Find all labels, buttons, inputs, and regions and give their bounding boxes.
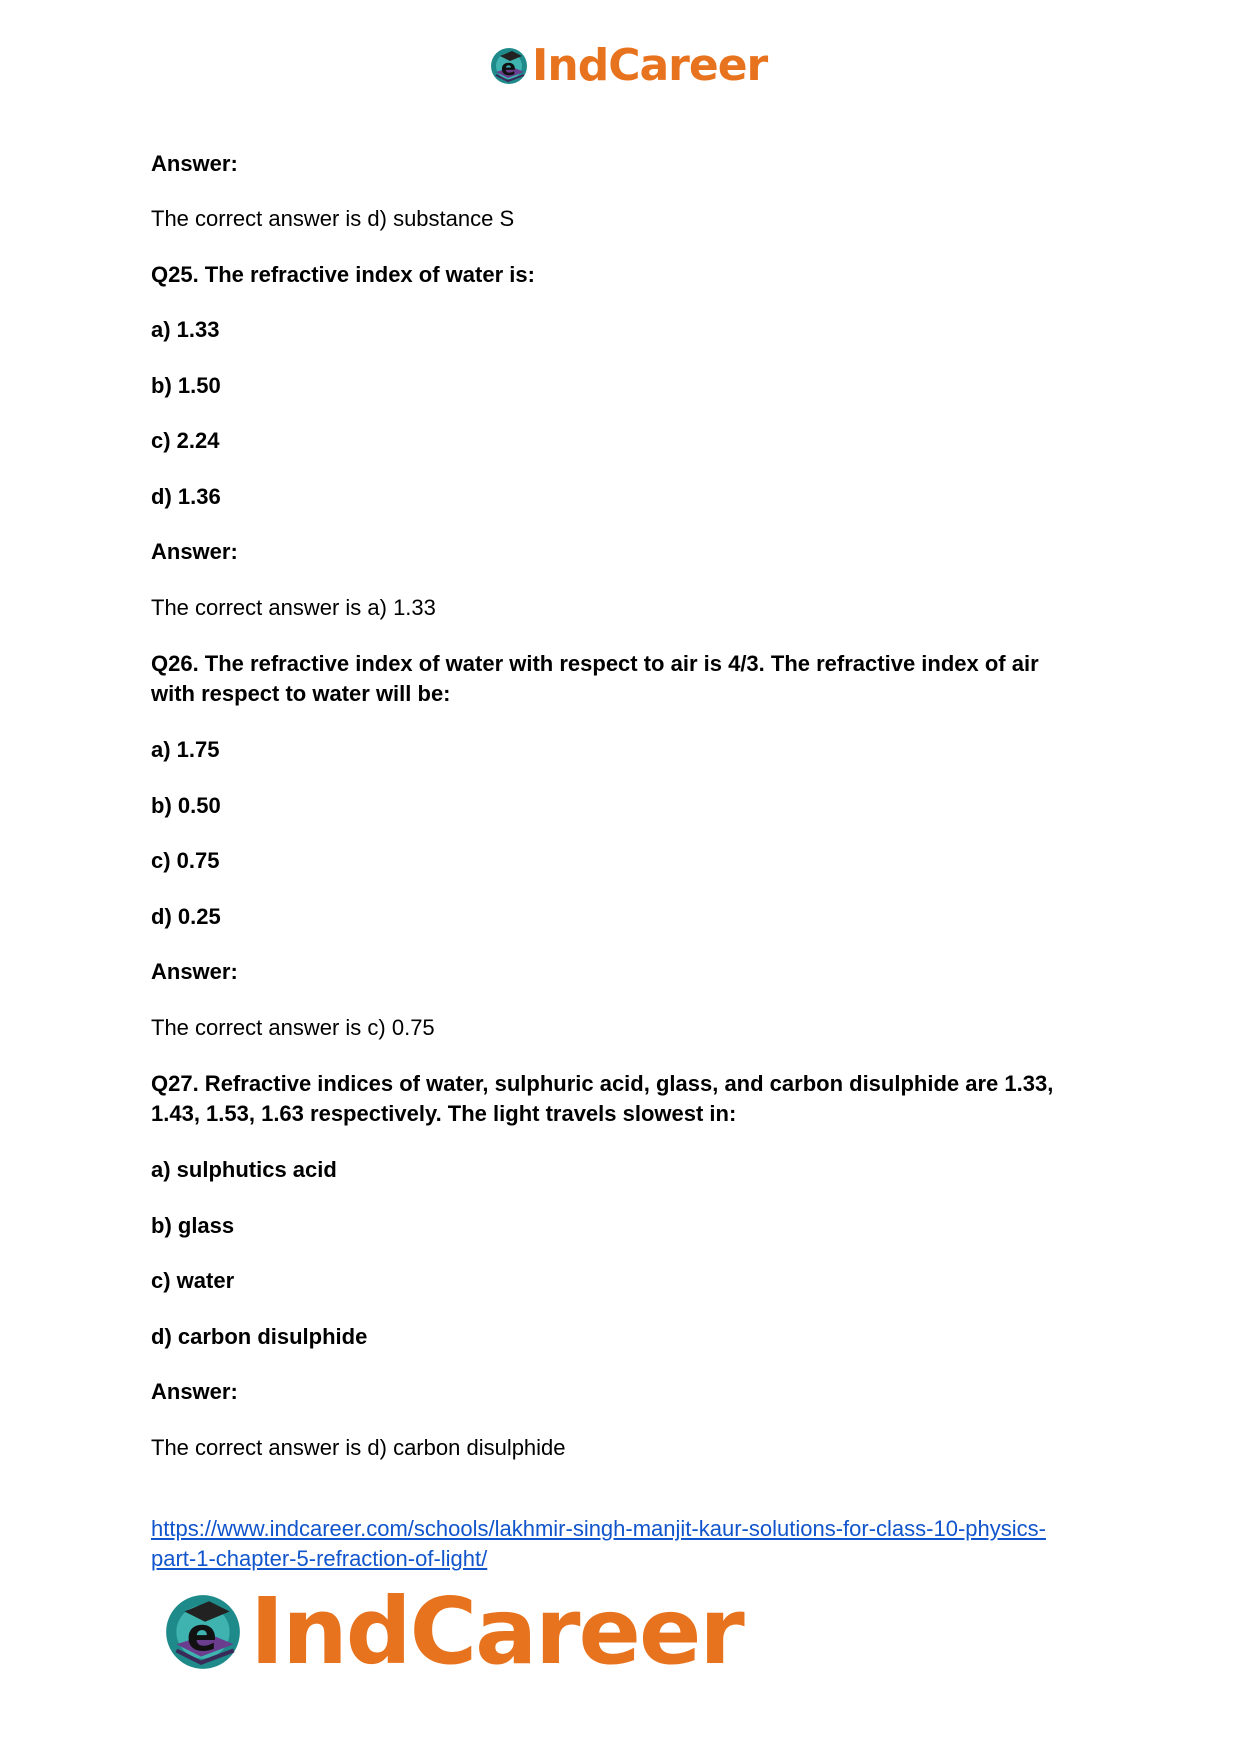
option-c: c) water: [151, 1268, 235, 1293]
logo-wordmark: IndCareer: [532, 40, 768, 91]
question-q27-line-2: 1.43, 1.53, 1.63 respectively. The light travels slowest in:: [151, 1101, 737, 1126]
answer-label: Answer:: [151, 151, 238, 176]
header-logo: [488, 40, 767, 91]
answer-text: The correct answer is d) substance S: [151, 206, 515, 231]
option-a: a) 1.75: [151, 737, 220, 762]
option-b: b) 1.50: [151, 373, 221, 398]
option-d: d) carbon disulphide: [151, 1324, 368, 1349]
svg-text:e: e: [186, 1607, 218, 1661]
globe-book-icon: [160, 1589, 246, 1675]
option-c: c) 2.24: [151, 428, 220, 453]
option-a: a) 1.33: [151, 317, 220, 342]
svg-text:e: e: [501, 55, 516, 81]
question-q26-line-1: Q26. The refractive index of water with respect to air is 4/3. The refractive index of air: [151, 651, 1039, 676]
option-c: c) 0.75: [151, 848, 220, 873]
answer-label: Answer:: [151, 1379, 238, 1404]
source-link-line-1[interactable]: https://www.indcareer.com/schools/lakhmir-singh-manjit-kaur-solutions-for-class-10-physics-: [151, 1516, 1046, 1541]
option-b: b) glass: [151, 1213, 235, 1238]
logo-wordmark: IndCareer: [250, 1578, 743, 1685]
option-d: d) 1.36: [151, 484, 221, 509]
globe-book-icon: [488, 45, 530, 87]
footer-logo: [160, 1578, 743, 1685]
question-q26-line-2: with respect to water will be:: [151, 681, 451, 706]
question-q27-line-1: Q27. Refractive indices of water, sulphuric acid, glass, and carbon disulphide are 1.33,: [151, 1071, 1054, 1096]
option-a: a) sulphutics acid: [151, 1157, 337, 1182]
answer-label: Answer:: [151, 959, 238, 984]
answer-text: The correct answer is c) 0.75: [151, 1015, 435, 1040]
source-link-line-2[interactable]: part-1-chapter-5-refraction-of-light/: [151, 1546, 488, 1571]
answer-text: The correct answer is d) carbon disulphide: [151, 1435, 566, 1460]
answer-label: Answer:: [151, 539, 238, 564]
answer-text: The correct answer is a) 1.33: [151, 595, 436, 620]
option-d: d) 0.25: [151, 904, 221, 929]
question-q25: Q25. The refractive index of water is:: [151, 262, 535, 287]
option-b: b) 0.50: [151, 793, 221, 818]
